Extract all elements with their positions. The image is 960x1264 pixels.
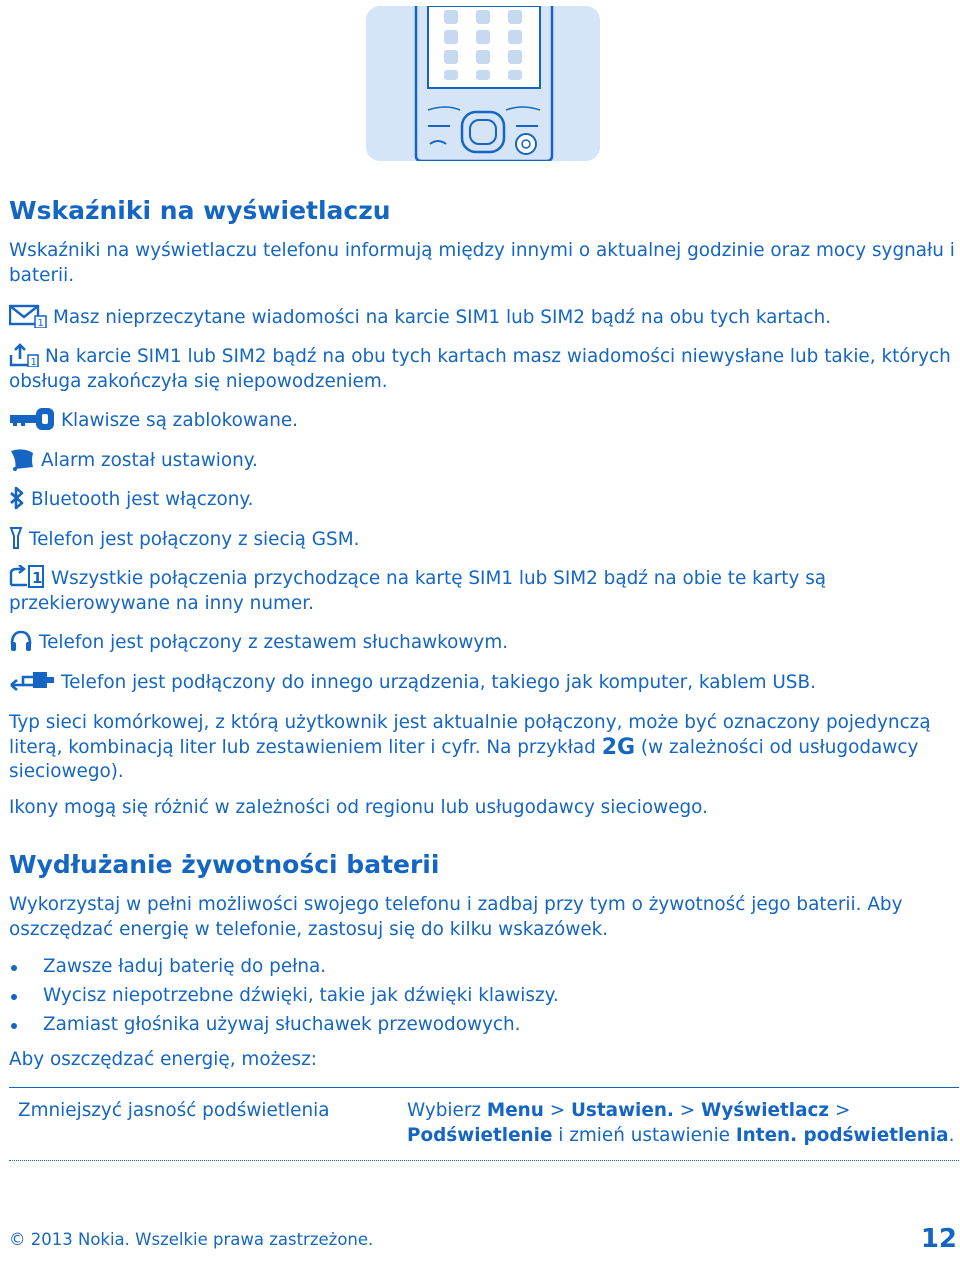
table-cell-instruction [407,1099,959,1148]
list-item [9,955,559,984]
gsm-antenna-icon [9,526,23,550]
indicator-row [9,488,959,513]
list-item-text: Zawsze ładuj baterię do pełna. [43,956,327,977]
bullet-dot [11,1023,17,1029]
indicator-row [9,409,959,434]
list-item-text: Zamiast głośnika używaj słuchawek przewodowych. [43,1014,521,1035]
bullet-dot [11,965,17,971]
table-bottom-rule [9,1160,959,1161]
envelope-sim1-icon [9,304,47,328]
menu-path-separator: > [543,1100,571,1121]
indicator-text: Telefon jest podłączony do innego urządzenia, takiego jak komputer, kablem USB. [61,672,816,693]
svg-text:1: 1 [32,568,43,587]
indicators-intro: Wskaźniki na wyświetlaczu telefonu informują między innymi o aktualnej godzinie oraz mocy sygnału i baterii. [9,240,955,286]
battery-intro: Wykorzystaj w pełni możliwości swojego telefonu i zadbaj przy tym o żywotność jego baterii. Aby oszczędzać energię w telefonie, zastosuj się do kilku wskazówek. [9,894,903,940]
bluetooth-icon [9,486,25,510]
phone-illustration [366,6,600,161]
svg-text:1: 1 [30,356,37,367]
indicator-row [9,449,959,474]
indicator-text: Bluetooth jest włączony. [31,489,254,510]
table-cell-action: Zmniejszyć jasność podświetlenia [18,1100,330,1121]
alarm-bell-icon [9,447,35,471]
usb-cable-icon [9,669,55,693]
indicator-row [9,345,959,394]
page-number: 12 [920,1224,957,1254]
indicator-text: Telefon jest połączony z siecią GSM. [29,529,360,550]
indicator-row [9,306,959,331]
indicator-row [9,631,959,656]
instruction-prefix: Wybierz [407,1100,487,1121]
bullet-dot [11,994,17,1000]
indicator-text: Wszystkie połączenia przychodzące na kartę SIM1 lub SIM2 bądź na obie te karty są przekierowywane na inny numer. [9,568,827,614]
indicator-row [9,528,959,553]
key-lock-icon [9,407,55,431]
outbox-sim1-icon [9,343,39,367]
section-title-indicators: Wskaźniki na wyświetlaczu [9,196,391,225]
indicator-text: Telefon jest połączony z zestawem słuchawkowym. [39,632,509,653]
energy-lead: Aby oszczędzać energię, możesz: [9,1049,317,1070]
indicator-text: Na karcie SIM1 lub SIM2 bądź na obu tych kartach masz wiadomości niewysłane lub takie, których obsługa zakończyła się niepowodzeniem. [9,346,951,392]
network-paragraph [9,711,959,785]
battery-tips-list [9,955,559,1042]
network-text-before: Typ sieci komórkowej, z którą użytkownik jest aktualnie połączony, może być oznaczony pojedynczą literą, kombinacją liter lub zestawieniem liter i cyfr. Na przykład [9,712,931,758]
indicator-text: Klawisze są zablokowane. [61,410,299,431]
menu-path-menu: Menu [486,1100,544,1121]
list-item [9,984,559,1013]
menu-path-separator: > [829,1100,851,1121]
instruction-mid: i zmień ustawienie [552,1124,736,1146]
menu-path-separator: > [673,1100,702,1121]
menu-path-settings: Ustawien. [570,1100,674,1121]
indicator-text: Alarm został ustawiony. [41,450,258,471]
network-text-after: (w zależności od usługodawcy sieciowego). [9,736,919,782]
list-item-text: Wycisz niepotrzebne dźwięki, takie jak dźwięki klawiszy. [43,985,559,1006]
footer-copyright: © 2013 Nokia. Wszelkie prawa zastrzeżone. [9,1230,374,1249]
list-item [9,1013,559,1042]
headset-icon [9,629,33,653]
indicator-row [9,671,959,696]
icons-note: Ikony mogą się różnić w zależności od regionu lub usługodawcy sieciowego. [9,797,708,818]
menu-path-backlight: Podświetlenie [407,1124,553,1146]
menu-path-display: Wyświetlacz [701,1100,830,1121]
call-divert-sim1-icon [9,565,45,589]
indicator-text: Masz nieprzeczytane wiadomości na karcie SIM1 lub SIM2 bądź na obu tych kartach. [53,307,832,328]
table-top-rule [9,1087,959,1088]
section-title-battery: Wydłużanie żywotności baterii [9,850,440,879]
instruction-end: . [948,1124,955,1146]
network-example-2g: 2G [601,734,636,760]
svg-text:1: 1 [37,317,44,328]
indicator-row [9,567,959,616]
setting-option: Inten. podświetlenia [735,1124,949,1146]
